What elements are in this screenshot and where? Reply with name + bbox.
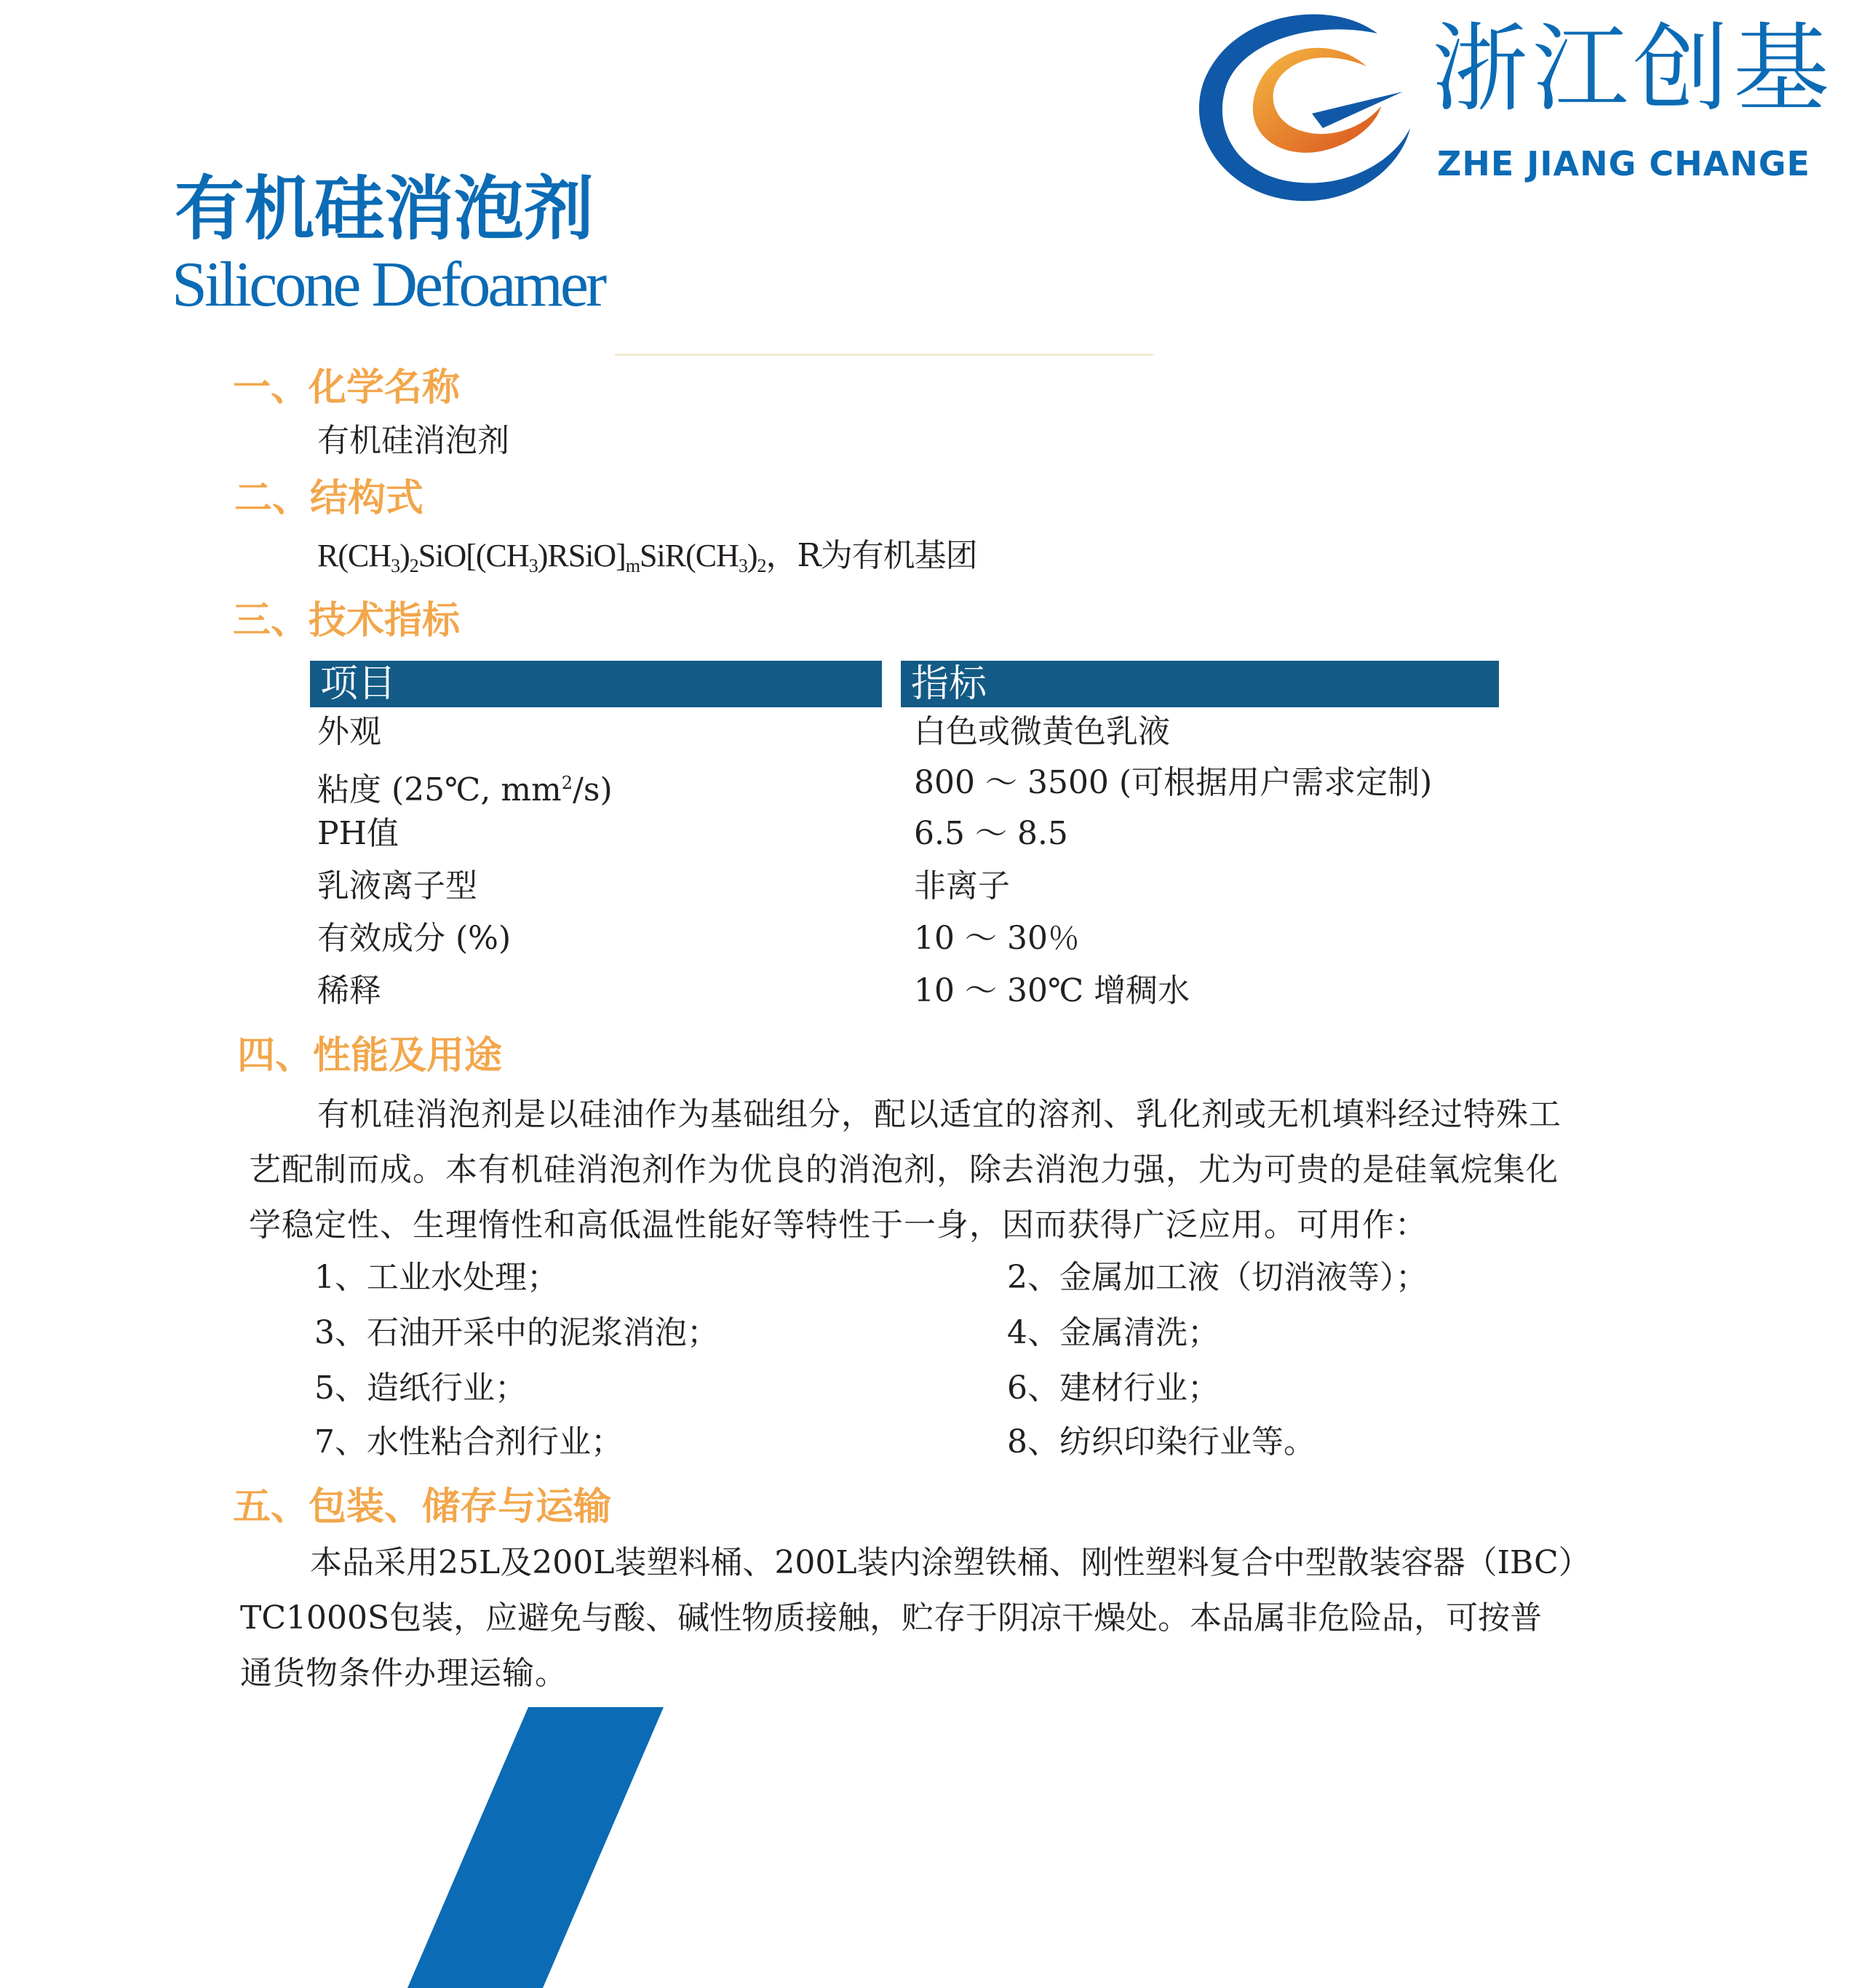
table-row-item: 粘度 (25℃, $mm^2/s$) — [317, 771, 613, 808]
use-item: 7、水性粘合剂行业； — [314, 1423, 623, 1460]
table-header-value: 指标 — [901, 661, 1499, 707]
brand-name-cn: 浙江创基 — [1432, 13, 1834, 125]
packaging-line-3: 通货物条件办理运输。 — [240, 1655, 568, 1692]
packaging-line-2: TC1000S包装，应避免与酸、碱性物质接触，贮存于阴凉干燥处。本品属非危险品，可按普 — [240, 1599, 1543, 1637]
table-row-item: 有效成分 (%) — [317, 920, 512, 957]
use-item: 5、造纸行业； — [314, 1369, 527, 1407]
section-5-heading: 五、包装、储存与运输 — [233, 1484, 612, 1529]
description-line-1: 有机硅消泡剂是以硅油作为基础组分，配以适宜的溶剂、乳化剂或无机填料经过特殊工 — [317, 1096, 1561, 1133]
packaging-line-1: 本品采用25L及200L装塑料桶、200L装内涂塑铁桶、刚性塑料复合中型散装容器（IBC） — [310, 1544, 1591, 1581]
table-row-item: 外观 — [317, 713, 381, 750]
section-2-heading: 二、结构式 — [234, 476, 424, 520]
use-item: 4、金属清洗； — [1007, 1314, 1220, 1351]
structural-formula: $R(CH_3)_2SiO[(CH_3)RSiO]_mSiR(CH_3)_2$，R为有机基团 — [317, 537, 977, 576]
page-title-cn: 有机硅消泡剂 — [175, 168, 594, 250]
title-divider — [615, 354, 1153, 356]
description-line-3: 学稳定性、生理惰性和高低温性能好等特性于一身，因而获得广泛应用。可用作： — [249, 1206, 1428, 1244]
table-row-value: 10 ～ 30℃ 增稠水 — [914, 972, 1190, 1009]
section-1-heading: 一、化学名称 — [233, 365, 461, 410]
brand-name-en: ZHE JIANG CHANGE — [1437, 144, 1810, 183]
page-title-en: Silicone Defoamer — [172, 250, 605, 320]
section-4-heading: 四、性能及用途 — [237, 1033, 503, 1078]
description-line-2: 艺配制而成。本有机硅消泡剂作为优良的消泡剂，除去消泡力强，尤为可贵的是硅氧烷集化 — [249, 1151, 1559, 1188]
use-item: 3、石油开采中的泥浆消泡； — [314, 1314, 719, 1351]
use-item: 6、建材行业； — [1007, 1369, 1220, 1407]
table-row-value: 6.5 ～ 8.5 — [914, 815, 1068, 852]
decorative-parallelogram — [407, 1707, 664, 1988]
table-row-item: 乳液离子型 — [317, 867, 477, 904]
table-row-value: 10 ～ 30％ — [914, 920, 1080, 957]
table-row-item: PH值 — [317, 815, 399, 852]
chemical-name: 有机硅消泡剂 — [317, 422, 509, 459]
table-row-value: 800 ～ 3500 (可根据用户需求定制) — [914, 764, 1433, 801]
table-row-value: 非离子 — [914, 867, 1010, 904]
use-item: 1、工业水处理； — [314, 1259, 559, 1296]
use-item: 2、金属加工液（切消液等）； — [1007, 1259, 1428, 1296]
section-3-heading: 三、技术指标 — [233, 598, 461, 643]
brand-logo-mark — [1185, 4, 1417, 212]
table-row-item: 稀释 — [317, 972, 381, 1009]
table-row-value: 白色或微黄色乳液 — [914, 713, 1170, 750]
use-item: 8、纺织印染行业等。 — [1007, 1423, 1316, 1460]
table-header-item: 项目 — [310, 661, 882, 707]
